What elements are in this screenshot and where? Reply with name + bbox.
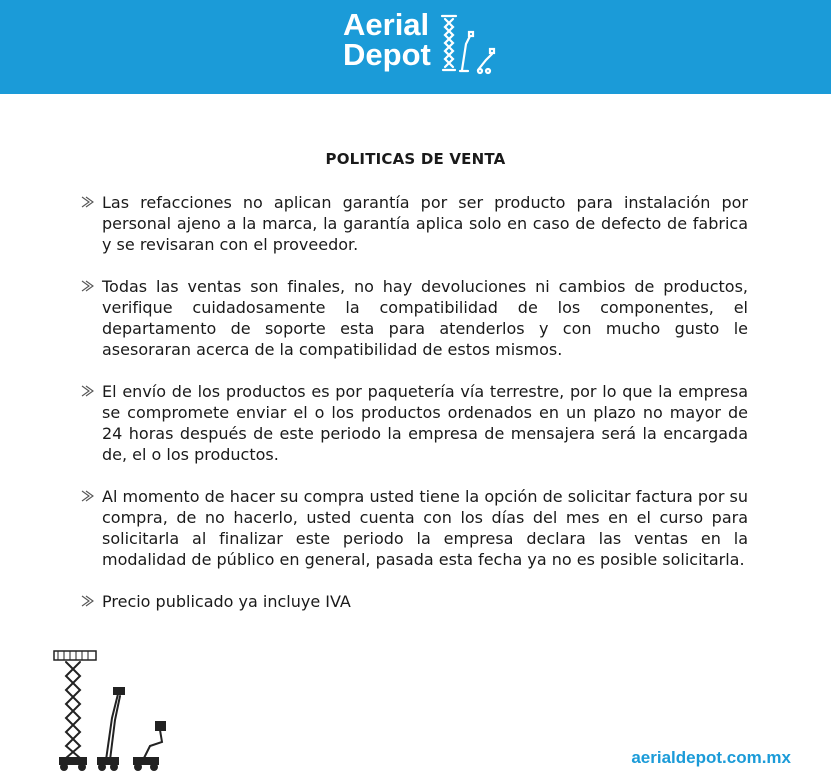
policy-text: Precio publicado ya incluye IVA	[102, 592, 351, 611]
lift-machines-icon	[440, 14, 502, 78]
double-chevron-right-icon	[80, 194, 96, 210]
policy-text: Al momento de hacer su compra usted tiene la opción de solicitar factura por su compra, de no hacerlo, usted cuenta con los días del mes en el curso para solicitarla al finalizar este periodo la empresa declara las ventas en la modalidad de público en general, pasada esta fecha ya no es posible solicitarla.	[102, 487, 748, 569]
policy-item	[78, 276, 748, 360]
lift-machines-illustration	[50, 648, 175, 773]
double-chevron-right-icon	[80, 383, 96, 399]
brand-line-1: Aerial	[343, 7, 430, 42]
policy-text: Las refacciones no aplican garantía por ser producto para instalación por personal ajeno a la marca, la garantía aplica solo en caso de defecto de fabrica y se revisaran con el proveedor.	[102, 193, 748, 254]
brand-wordmark	[343, 7, 431, 72]
double-chevron-right-icon	[80, 488, 96, 504]
page-title: POLITICAS DE VENTA	[325, 150, 506, 168]
policy-text: El envío de los productos es por paquetería vía terrestre, por lo que la empresa se compromete enviar el o los productos ordenados en un plazo no mayor de 24 horas después de este periodo la empresa de mensajera será la encargada de, el o los productos.	[102, 382, 748, 464]
header-banner	[0, 0, 831, 94]
policy-item	[78, 591, 748, 612]
policy-item	[78, 381, 748, 465]
brand-logo[interactable]	[343, 7, 513, 80]
policy-item	[78, 192, 748, 255]
policy-text: Todas las ventas son finales, no hay devoluciones ni cambios de productos, verifique cuidadosamente la compatibilidad de los componentes, el departamento de soporte esta para atenderlos y con mucho gusto le asesoraran acerca de la compatibilidad de estos mismos.	[102, 277, 748, 359]
website-link[interactable]: aerialdepot.com.mx	[631, 748, 791, 767]
policy-item	[78, 486, 748, 570]
policy-list	[78, 192, 748, 633]
double-chevron-right-icon	[80, 593, 96, 609]
brand-line-2: Depot	[343, 37, 431, 72]
double-chevron-right-icon	[80, 278, 96, 294]
